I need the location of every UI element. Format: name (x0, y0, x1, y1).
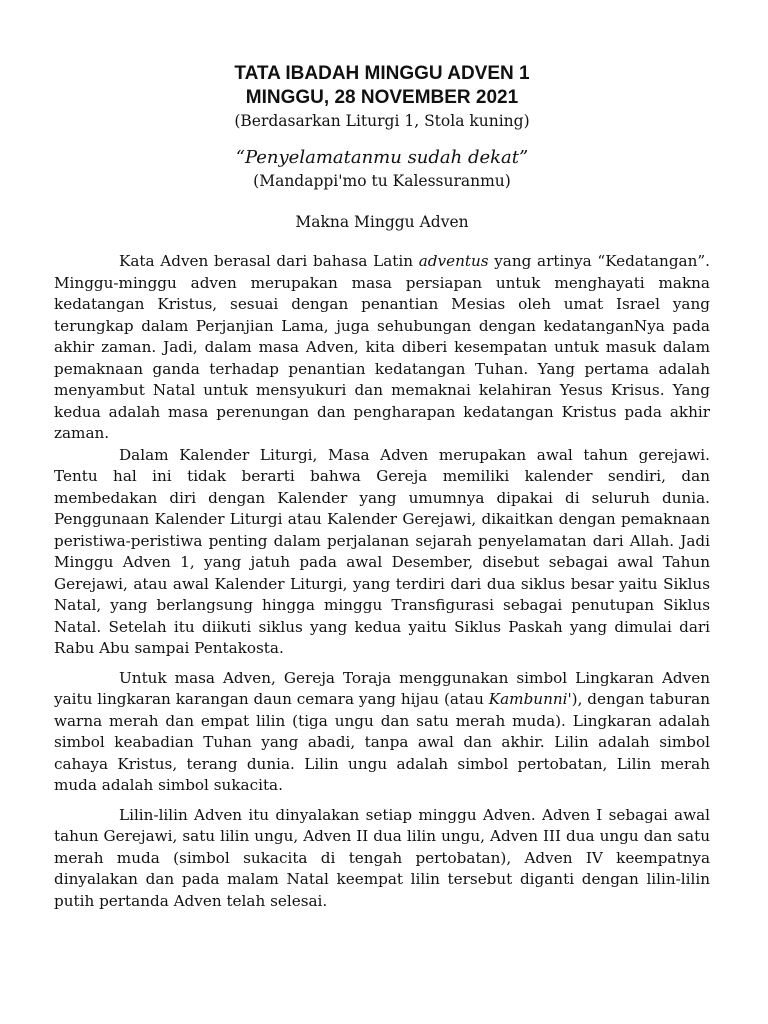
paragraph-4: Lilin-lilin Adven itu dinyalakan setiap minggu Adven. Adven I sebagai awal tahun Gerejawi, satu lilin ungu, Adven II dua lilin ungu, Adven III dua ungu dan satu merah muda (simbol sukacita di tengah pertobatan), Adven IV keempatnya dinyalakan dan pada malam Natal keempat lilin tersebut diganti dengan lilin-lilin putih pertanda Adven telah selesai. (54, 805, 710, 910)
theme-quote: “Penyelamatanmu sudah dekat” (235, 147, 529, 168)
section-title: Makna Minggu Adven (295, 213, 469, 231)
paragraph-3-text-a: Untuk masa Adven, Gereja Toraja menggunakan simbol Lingkaran Adven yaitu lingkaran karangan daun cemara yang hijau (atau (54, 668, 710, 708)
paragraph-2: Dalam Kalender Liturgi, Masa Adven merupakan awal tahun gerejawi. Tentu hal ini tidak berarti bahwa Gereja memiliki kalender sendiri, dan membedakan diri dengan Kalender yang umumnya dipakai di seluruh dunia. Penggunaan Kalender Liturgi atau Kalender Gerejawi, dikaitkan dengan pemaknaan peristiwa-peristiwa penting dalam perjalanan sejarah penyelamatan dari Allah. Jadi Minggu Adven 1, yang jatuh pada awal Desember, disebut sebagai awal Tahun Gerejawi, atau awal Kalender Liturgi, yang terdiri dari dua siklus besar yaitu Siklus Natal, yang berlangsung hingga minggu Transfigurasi sebagai penutupan Siklus Natal. Setelah itu diikuti siklus yang kedua yaitu Siklus Paskah yang dimulai dari Rabu Abu sampai Pentakosta. (54, 445, 710, 657)
theme-translation: (Mandappi'mo tu Kalessuranmu) (253, 172, 511, 190)
paragraph-3 (54, 668, 710, 797)
paragraph-1-text-b: yang artinya “Kedatangan”. Minggu-minggu adven merupakan masa persiapan untuk menghayati makna kedatangan Kristus, sesuai dengan penantian Mesias oleh umat Israel yang terungkap dalam Perjanjian Lama, juga sehubungan dengan kedatanganNya pada akhir zaman. Jadi, dalam masa Adven, kita diberi kesempatan untuk masuk dalam pemaknaan ganda terhadap penantian kedatangan Tuhan. Yang pertama adalah menyambut Natal untuk mensyukuri dan memaknai kelahiran Yesus Krisus. Yang kedua adalah masa perenungan dan pengharapan kedatangan Kristus pada akhir zaman. (54, 252, 710, 442)
title-line-2: MINGGU, 28 NOVEMBER 2021 (245, 87, 519, 108)
paragraph-3-emphasis: Kambunni' (488, 690, 572, 708)
paragraph-1-text-a: Kata Adven berasal dari bahasa Latin (119, 252, 419, 270)
paragraph-3-text-b: ), dengan taburan warna merah dan empat lilin (tiga ungu dan satu merah muda). Lingkaran adalah simbol keabadian Tuhan yang abadi, tanpa awal dan akhir. Lilin adalah simbol cahaya Kristus, terang dunia. Lilin ungu adalah simbol pertobatan, Lilin merah muda adalah simbol sukacita. (54, 690, 710, 794)
title-line-1: TATA IBADAH MINGGU ADVEN 1 (234, 63, 530, 84)
subtitle: (Berdasarkan Liturgi 1, Stola kuning) (234, 112, 530, 130)
document-page (54, 62, 710, 912)
paragraph-1-emphasis: adventus (418, 252, 489, 270)
paragraph-1 (54, 251, 710, 445)
